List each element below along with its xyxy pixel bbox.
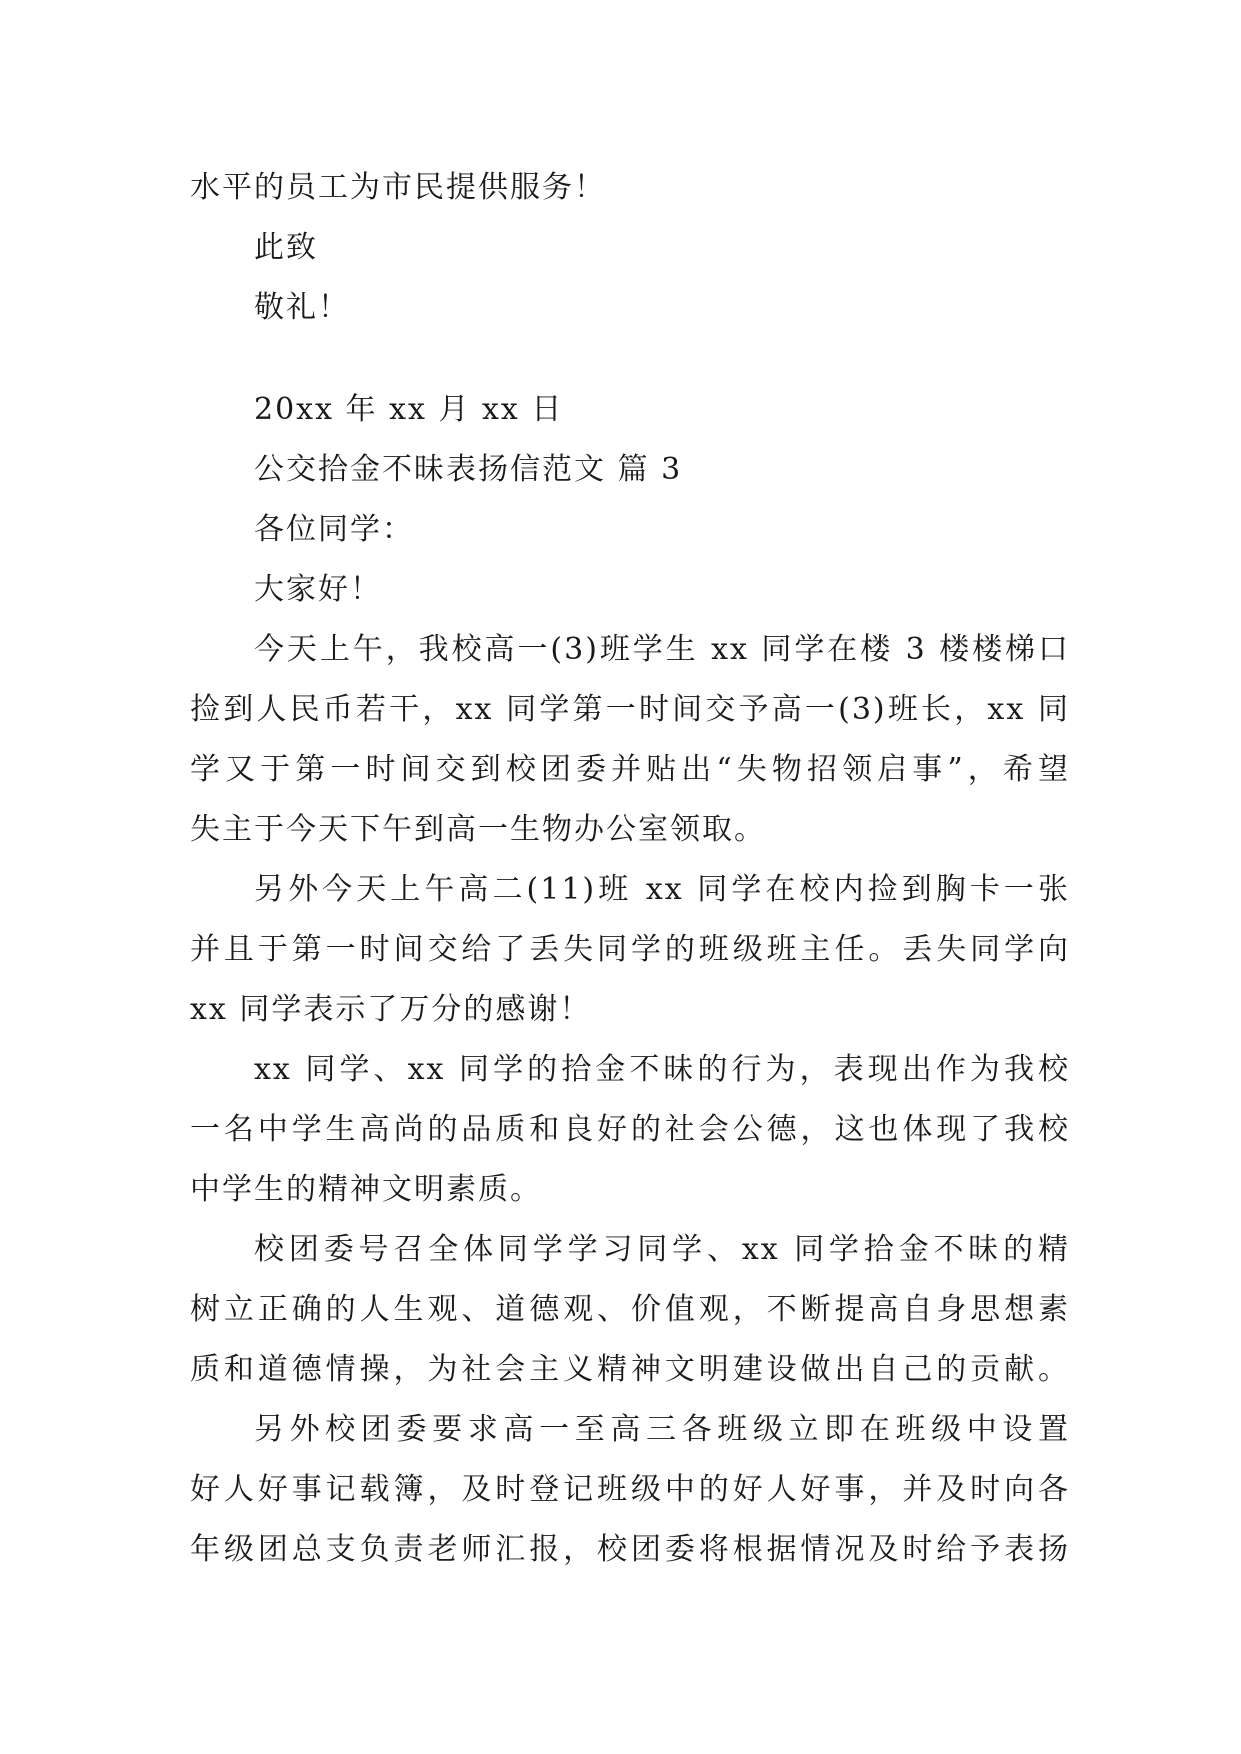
paragraph-line: 另外今天上午高二(11)班 xx 同学在校内捡到胸卡一张 <box>254 872 1070 907</box>
paragraph-line: 今天上午，我校高一(3)班学生 xx 同学在楼 3 楼楼梯口 <box>254 632 1070 667</box>
greeting-line: 各位同学： <box>254 512 414 547</box>
section-heading: 公交拾金不昧表扬信范文 篇 3 <box>254 452 683 487</box>
paragraph-line: 质和道德情操，为社会主义精神文明建设做出自己的贡献。 <box>190 1352 1070 1387</box>
paragraph-line: 中学生的精神文明素质。 <box>190 1172 542 1207</box>
greeting-line: 大家好！ <box>254 572 382 607</box>
paragraph-line: 好人好事记载簿，及时登记班级中的好人好事，并及时向各 <box>190 1472 1070 1507</box>
paragraph-line: 校团委号召全体同学学习同学、xx 同学拾金不昧的精 <box>254 1232 1070 1267</box>
paragraph-line: 失主于今天下午到高一生物办公室领取。 <box>190 812 766 847</box>
closing-regards: 敬礼！ <box>254 290 350 325</box>
letter-date: 20xx 年 xx 月 xx 日 <box>254 392 564 427</box>
text-line: 水平的员工为市民提供服务！ <box>190 170 606 205</box>
paragraph-line: xx 同学表示了万分的感谢！ <box>190 992 592 1027</box>
paragraph-line: xx 同学、xx 同学的拾金不昧的行为，表现出作为我校 <box>254 1052 1070 1087</box>
paragraph-line: 学又于第一时间交到校团委并贴出“失物招领启事”，希望 <box>190 752 1070 787</box>
paragraph-line: 另外校团委要求高一至高三各班级立即在班级中设置 <box>254 1412 1070 1447</box>
closing-salutation: 此致 <box>254 230 318 265</box>
paragraph-line: 捡到人民币若干，xx 同学第一时间交予高一(3)班长，xx 同 <box>190 692 1070 727</box>
paragraph-line: 并且于第一时间交给了丢失同学的班级班主任。丢失同学向 <box>190 932 1070 967</box>
paragraph-line: 一名中学生高尚的品质和良好的社会公德，这也体现了我校 <box>190 1112 1070 1147</box>
paragraph-line: 树立正确的人生观、道德观、价值观，不断提高自身思想素 <box>190 1292 1070 1327</box>
paragraph-line: 年级团总支负责老师汇报，校团委将根据情况及时给予表扬 <box>190 1532 1070 1567</box>
